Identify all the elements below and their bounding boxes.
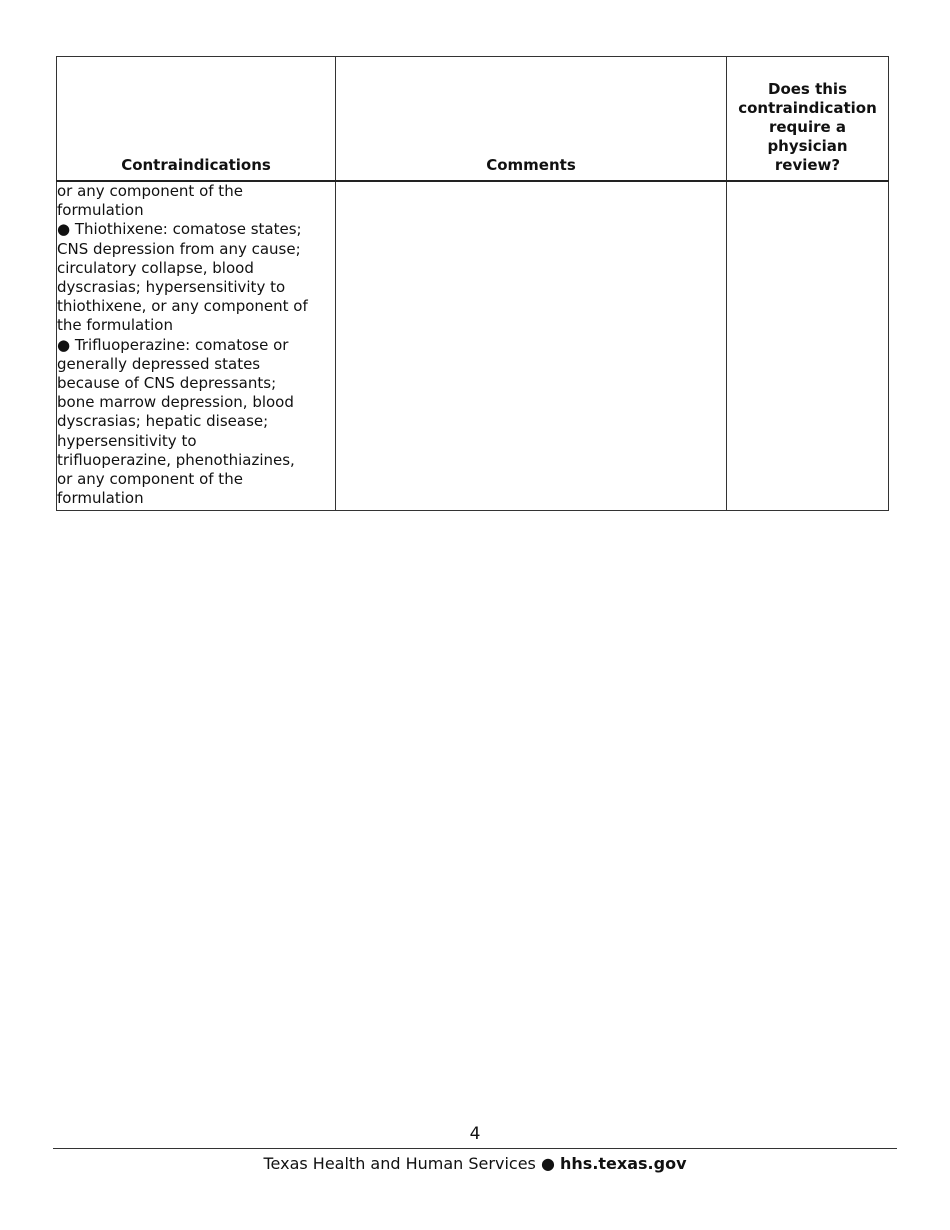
footer [0,1154,950,1174]
header-physician-review [727,57,889,182]
footer-separator: ● [535,1154,561,1173]
contraindication-line: trifluoperazine, phenothiazines, [57,450,295,469]
physician-review-cell [727,181,889,511]
footer-domain: hhs.texas.gov [560,1154,687,1173]
header-review-line: require a [768,118,847,136]
footer-divider [53,1148,897,1149]
page-number: 4 [469,1124,481,1144]
contraindication-line: bone marrow depression, blood [57,393,294,412]
contraindication-line: dyscrasias; hepatic disease; [57,412,269,431]
header-contraindications: Contraindications [57,57,336,182]
contraindication-line: generally depressed states [57,354,261,373]
contraindication-line: dyscrasias; hypersensitivity to [57,278,286,297]
contraindication-line: or any component of the [57,470,243,489]
contraindication-line: circulatory collapse, blood [57,258,254,277]
contraindications-table [56,56,889,511]
contraindication-line: or any component of the [57,182,243,200]
header-review-line: contraindication [738,99,877,117]
footer-org: Texas Health and Human Services [263,1154,536,1173]
contraindication-line: thiothixene, or any component of [57,297,308,316]
contraindications-cell [57,181,336,511]
contraindication-line: ● Trifluoperazine: comatose or [57,335,289,354]
comments-cell [336,181,727,511]
contraindication-line: formulation [57,201,144,220]
contraindication-line: the formulation [57,316,173,335]
header-comments: Comments [336,57,727,182]
contraindication-line: formulation [57,489,144,508]
contraindication-line: CNS depression from any cause; [57,239,301,258]
header-review-line: review? [774,156,841,174]
contraindication-line: ● Thiothixene: comatose states; [57,220,302,239]
header-review-line: physician [767,137,848,155]
table-header-row [57,57,889,182]
header-review-line: Does this [768,80,847,98]
contraindication-line: hypersensitivity to [57,431,197,450]
table-row [57,181,889,511]
contraindication-line: because of CNS depressants; [57,374,277,393]
